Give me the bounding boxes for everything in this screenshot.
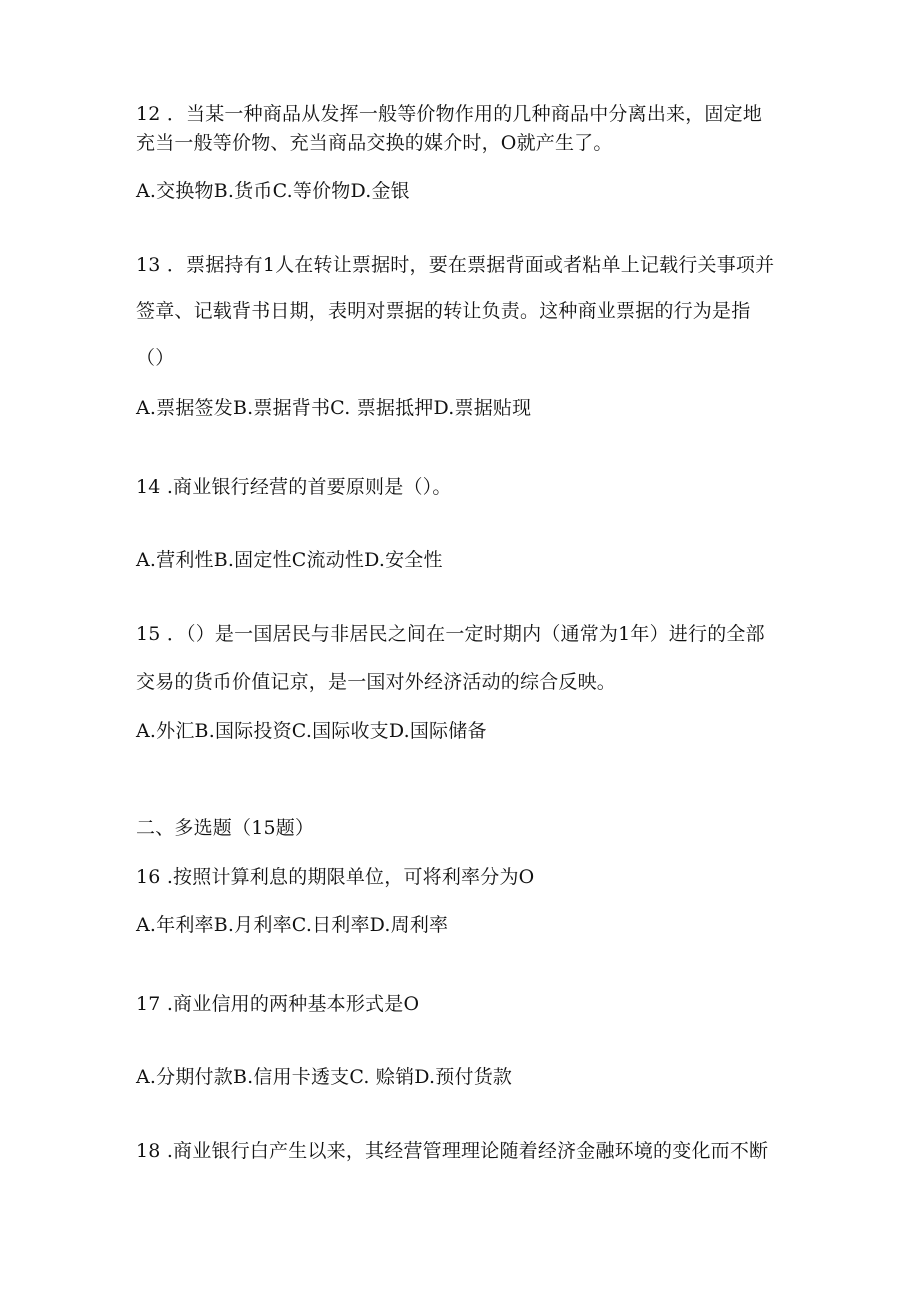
question-12-line-2: 充当一般等价物、充当商品交换的媒介时，O就产生了。 <box>136 132 613 154</box>
question-13-options: A.票据签发B.票据背书C. 票据抵押D.票据贴现 <box>136 397 532 419</box>
question-15-options: A.外汇B.国际投资C.国际收支D.国际储备 <box>136 720 487 742</box>
question-13-line-3: （） <box>136 347 175 369</box>
question-18-line-1: 18 .商业银行白产生以来，其经营管理理论随着经济金融环境的变化而不断 <box>136 1140 769 1162</box>
question-13-line-1: 13 ．票据持有1人在转让票据时，要在票据背面或者粘单上记载行关事项并 <box>136 254 775 276</box>
question-12-options: A.交换物B.货币C.等价物D.金银 <box>136 180 410 202</box>
section-title: 二、多选题（15题） <box>136 817 315 839</box>
question-14-line-1: 14 .商业银行经营的首要原则是（）。 <box>136 476 452 498</box>
question-12-line-1: 12 ．当某一种商品从发挥一般等价物作用的几种商品中分离出来，固定地 <box>136 103 763 125</box>
question-16-options: A.年利率B.月利率C.日利率D.周利率 <box>136 914 449 936</box>
question-17-options: A.分期付款B.信用卡透支C. 赊销D.预付货款 <box>136 1066 513 1088</box>
question-14-options: A.营利性B.固定性C流动性D.安全性 <box>136 549 443 571</box>
question-13-line-2: 签章、记载背书日期，表明对票据的转让负责。这种商业票据的行为是指 <box>136 300 751 322</box>
question-16-line-1: 16 .按照计算利息的期限单位，可将利率分为O <box>136 866 535 888</box>
question-15-line-1: 15 ．（）是一国居民与非居民之间在一定时期内（通常为1年）进行的全部 <box>136 623 765 645</box>
question-17-line-1: 17 .商业信用的两种基本形式是O <box>136 993 420 1015</box>
question-15-line-2: 交易的货币价值记京，是一国对外经济活动的综合反映。 <box>136 671 617 693</box>
